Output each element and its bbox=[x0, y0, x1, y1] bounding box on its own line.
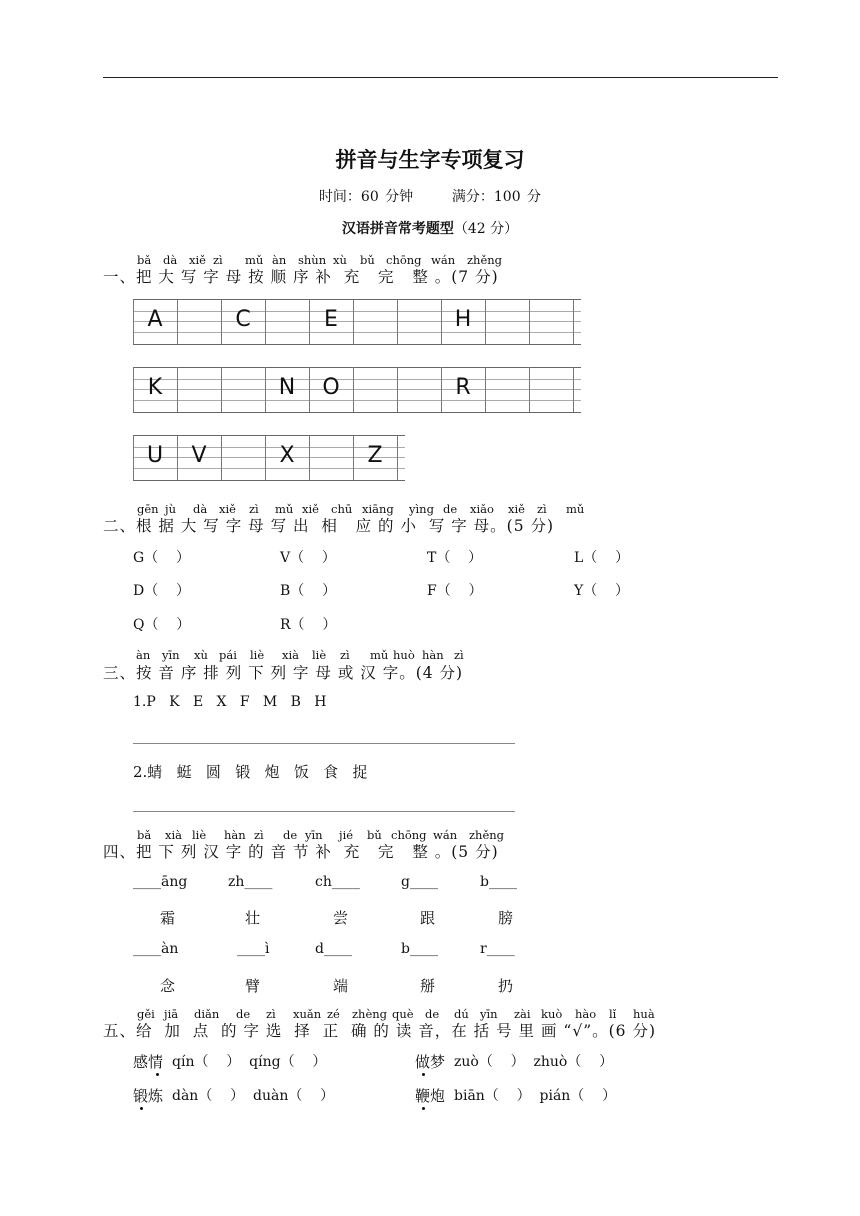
letter-blank[interactable]: Q（ ） bbox=[133, 617, 191, 633]
pinyin-syllable: bǎ bbox=[137, 828, 152, 842]
grid-divider bbox=[485, 367, 486, 412]
emphasis-dot bbox=[140, 1107, 143, 1110]
grid-line bbox=[133, 379, 581, 380]
letter-blank[interactable]: V（ ） bbox=[280, 550, 336, 566]
grid-letter: N bbox=[278, 375, 296, 400]
pinyin-syllable: xià bbox=[282, 648, 300, 662]
pinyin-syllable: wán bbox=[431, 253, 456, 267]
hanzi-char: 臂 bbox=[245, 977, 261, 995]
reading-options[interactable]: qín（ ） qíng（ ） bbox=[172, 1054, 327, 1070]
pinyin-syllable: què bbox=[392, 1007, 414, 1021]
header-rule bbox=[103, 77, 778, 78]
pinyin-syllable: pái bbox=[219, 648, 237, 662]
pinyin-syllable: wán bbox=[433, 828, 458, 842]
pinyin-syllable: dà bbox=[193, 502, 208, 516]
pinyin-syllable: huà bbox=[633, 1007, 655, 1021]
grid-divider bbox=[529, 367, 530, 412]
grid-letter: K bbox=[147, 375, 163, 400]
syllable-blank[interactable]: zh____ bbox=[228, 874, 273, 890]
letter-blank[interactable]: G（ ） bbox=[133, 550, 190, 566]
grid-divider bbox=[573, 299, 574, 344]
dotted-word: 感情 bbox=[133, 1053, 164, 1071]
grid-line bbox=[133, 435, 405, 436]
section-heading-text: 汉语拼音常考题型 bbox=[341, 221, 454, 237]
grid-divider bbox=[353, 367, 354, 412]
letter-blank[interactable]: B（ ） bbox=[280, 583, 337, 599]
grid-letter: U bbox=[146, 443, 164, 468]
pinyin-syllable: mǔ bbox=[275, 502, 294, 516]
syllable-blank[interactable]: b____ bbox=[480, 874, 517, 890]
q1-text: 一、把 大 写 字 母 按 顺 序 补 充 完 整 。(7 分) bbox=[103, 268, 499, 286]
pinyin-syllable: huò bbox=[393, 648, 415, 662]
q5-text: 五、给 加 点 的 字 选 择 正 确 的 读 音，在 括 号 里 画 “√”。(6 分) bbox=[103, 1022, 657, 1040]
q3-line1: 1.P K E X F M B H bbox=[133, 694, 327, 710]
pinyin-syllable: dà bbox=[163, 253, 178, 267]
q3-answer-line-1[interactable] bbox=[133, 743, 515, 744]
syllable-blank[interactable]: ____āng bbox=[133, 874, 188, 890]
pinyin-syllable: dú bbox=[454, 1007, 469, 1021]
grid-line bbox=[133, 412, 581, 413]
q3-text: 三、按 音 序 排 列 下 列 字 母 或 汉 字。(4 分) bbox=[103, 664, 464, 682]
grid-letter: E bbox=[324, 307, 338, 332]
pinyin-syllable: chū bbox=[331, 502, 353, 516]
pinyin-syllable: mǔ bbox=[370, 648, 389, 662]
four-line-grid bbox=[133, 299, 573, 345]
hanzi-char: 膀 bbox=[498, 909, 514, 927]
four-line-grid bbox=[133, 435, 397, 481]
pinyin-syllable: zì bbox=[340, 648, 350, 662]
pinyin-syllable: xiě bbox=[508, 502, 525, 516]
letter-blank[interactable]: L（ ） bbox=[574, 550, 630, 566]
grid-letter: Z bbox=[367, 443, 383, 468]
hanzi-char: 尝 bbox=[333, 909, 349, 927]
grid-divider bbox=[397, 299, 398, 344]
time-score-line: 时间：60 分钟 满分：100 分 bbox=[318, 189, 542, 205]
pinyin-syllable: lǐ bbox=[609, 1007, 617, 1021]
hanzi-char: 跟 bbox=[420, 909, 436, 927]
pinyin-syllable: bǔ bbox=[360, 253, 375, 267]
pinyin-syllable: chōng bbox=[386, 253, 422, 267]
pinyin-syllable: shùn bbox=[298, 253, 327, 267]
grid-line bbox=[133, 480, 405, 481]
section-heading-score: （42 分） bbox=[453, 221, 519, 237]
pinyin-syllable: liè bbox=[192, 828, 207, 842]
pinyin-syllable: diǎn bbox=[194, 1007, 220, 1021]
pinyin-syllable: liè bbox=[312, 648, 327, 662]
emphasis-dot bbox=[422, 1107, 425, 1110]
pinyin-syllable: àn bbox=[272, 253, 287, 267]
pinyin-syllable: jié bbox=[339, 828, 354, 842]
reading-options[interactable]: zuò（ ） zhuò（ ） bbox=[454, 1054, 614, 1070]
grid-divider bbox=[177, 299, 178, 344]
pinyin-syllable: hàn bbox=[422, 648, 444, 662]
q3-answer-line-2[interactable] bbox=[133, 811, 515, 812]
pinyin-syllable: zì bbox=[254, 828, 264, 842]
grid-letter: A bbox=[147, 307, 163, 332]
grid-divider bbox=[397, 435, 398, 480]
pinyin-syllable: hàn bbox=[224, 828, 246, 842]
pinyin-syllable: yīn bbox=[162, 648, 180, 662]
grid-divider bbox=[353, 299, 354, 344]
pinyin-syllable: xiě bbox=[189, 253, 206, 267]
letter-blank[interactable]: Y（ ） bbox=[574, 583, 630, 599]
syllable-blank[interactable]: ch____ bbox=[315, 874, 360, 890]
syllable-blank[interactable]: ____àn bbox=[133, 941, 179, 957]
pinyin-syllable: yīn bbox=[305, 828, 323, 842]
pinyin-syllable: xù bbox=[194, 648, 208, 662]
grid-line bbox=[133, 332, 581, 333]
grid-line bbox=[133, 389, 581, 390]
grid-divider bbox=[177, 367, 178, 412]
grid-line bbox=[133, 468, 405, 469]
pinyin-syllable: gēn bbox=[137, 502, 159, 516]
hanzi-char: 端 bbox=[333, 977, 349, 995]
syllable-blank[interactable]: b____ bbox=[401, 941, 438, 957]
pinyin-syllable: zì bbox=[213, 253, 223, 267]
q2-text: 二、根 据 大 写 字 母 写 出 相 应 的 小 写 字 母。(5 分) bbox=[103, 517, 555, 535]
grid-divider bbox=[221, 435, 222, 480]
dotted-word: 鞭炮 bbox=[415, 1087, 446, 1105]
pinyin-syllable: de bbox=[425, 1007, 440, 1021]
pinyin-syllable: de bbox=[236, 1007, 251, 1021]
grid-letter: R bbox=[455, 375, 471, 400]
grid-line bbox=[133, 321, 581, 322]
pinyin-syllable: zì bbox=[266, 1007, 276, 1021]
grid-divider bbox=[397, 367, 398, 412]
syllable-blank[interactable]: d____ bbox=[315, 941, 352, 957]
grid-divider bbox=[221, 367, 222, 412]
pinyin-syllable: kuò bbox=[541, 1007, 563, 1021]
pinyin-syllable: zì bbox=[537, 502, 547, 516]
q3-line2: 2.蜻 蜓 圆 锻 炮 饭 食 捉 bbox=[133, 763, 368, 781]
grid-divider bbox=[485, 299, 486, 344]
pinyin-syllable: zì bbox=[454, 648, 464, 662]
pinyin-syllable: xià bbox=[165, 828, 183, 842]
pinyin-syllable: zé bbox=[327, 1007, 340, 1021]
dotted-word: 做梦 bbox=[415, 1053, 446, 1071]
pinyin-syllable: gěi bbox=[137, 1007, 155, 1021]
pinyin-syllable: hào bbox=[575, 1007, 597, 1021]
pinyin-syllable: xù bbox=[333, 253, 347, 267]
grid-line bbox=[133, 400, 581, 401]
pinyin-syllable: xiě bbox=[302, 502, 319, 516]
pinyin-syllable: bǎ bbox=[137, 253, 152, 267]
letter-blank[interactable]: F（ ） bbox=[427, 583, 483, 599]
hanzi-char: 扔 bbox=[498, 977, 514, 995]
pinyin-syllable: jù bbox=[165, 502, 176, 516]
pinyin-syllable: yīn bbox=[480, 1007, 498, 1021]
reading-options[interactable]: dàn（ ） duàn（ ） bbox=[172, 1088, 335, 1104]
section-heading bbox=[0, 218, 860, 238]
grid-divider bbox=[265, 299, 266, 344]
hanzi-char: 念 bbox=[160, 977, 176, 995]
grid-line bbox=[133, 299, 581, 300]
emphasis-dot bbox=[156, 1073, 159, 1076]
pinyin-syllable: zhěng bbox=[467, 253, 503, 267]
four-line-grid bbox=[133, 367, 573, 413]
syllable-blank[interactable]: ____ì bbox=[237, 941, 270, 957]
grid-line bbox=[133, 367, 581, 368]
pinyin-syllable: àn bbox=[136, 648, 151, 662]
syllable-blank[interactable]: r____ bbox=[480, 941, 515, 957]
q4-text: 四、把 下 列 汉 字 的 音 节 补 充 完 整 。(5 分) bbox=[103, 843, 499, 861]
grid-letter: O bbox=[322, 375, 340, 400]
pinyin-syllable: xiě bbox=[219, 502, 236, 516]
grid-letter: C bbox=[235, 307, 251, 332]
letter-blank[interactable]: D（ ） bbox=[133, 583, 191, 599]
pinyin-syllable: xuǎn bbox=[293, 1007, 322, 1021]
grid-divider bbox=[309, 435, 310, 480]
syllable-blank[interactable]: g____ bbox=[401, 874, 438, 890]
pinyin-syllable: xiǎo bbox=[470, 502, 494, 516]
letter-blank[interactable]: T（ ） bbox=[427, 550, 483, 566]
pinyin-syllable: bǔ bbox=[367, 828, 382, 842]
grid-letter: H bbox=[454, 307, 472, 332]
grid-letter: X bbox=[279, 443, 295, 468]
pinyin-syllable: yìng bbox=[409, 502, 434, 516]
pinyin-syllable: zì bbox=[249, 502, 259, 516]
page-title: 拼音与生字专项复习 bbox=[335, 147, 525, 172]
pinyin-syllable: zhěng bbox=[469, 828, 505, 842]
emphasis-dot bbox=[422, 1073, 425, 1076]
pinyin-syllable: zhèng bbox=[352, 1007, 388, 1021]
pinyin-syllable: jiā bbox=[164, 1007, 179, 1021]
grid-divider bbox=[573, 367, 574, 412]
pinyin-syllable: mǔ bbox=[566, 502, 585, 516]
reading-options[interactable]: biān（ ） pián（ ） bbox=[454, 1088, 617, 1104]
dotted-word: 锻炼 bbox=[133, 1087, 164, 1105]
grid-divider bbox=[529, 299, 530, 344]
grid-line bbox=[133, 344, 581, 345]
grid-line bbox=[133, 311, 581, 312]
pinyin-syllable: xiāng bbox=[362, 502, 394, 516]
pinyin-syllable: liè bbox=[250, 648, 265, 662]
pinyin-syllable: mǔ bbox=[245, 253, 264, 267]
hanzi-char: 掰 bbox=[420, 977, 436, 995]
pinyin-syllable: de bbox=[283, 828, 298, 842]
hanzi-char: 霜 bbox=[160, 909, 176, 927]
letter-blank[interactable]: R（ ） bbox=[280, 617, 337, 633]
pinyin-syllable: de bbox=[443, 502, 458, 516]
hanzi-char: 壮 bbox=[245, 909, 261, 927]
pinyin-syllable: zài bbox=[514, 1007, 531, 1021]
pinyin-syllable: chōng bbox=[391, 828, 427, 842]
grid-letter: V bbox=[191, 443, 207, 468]
